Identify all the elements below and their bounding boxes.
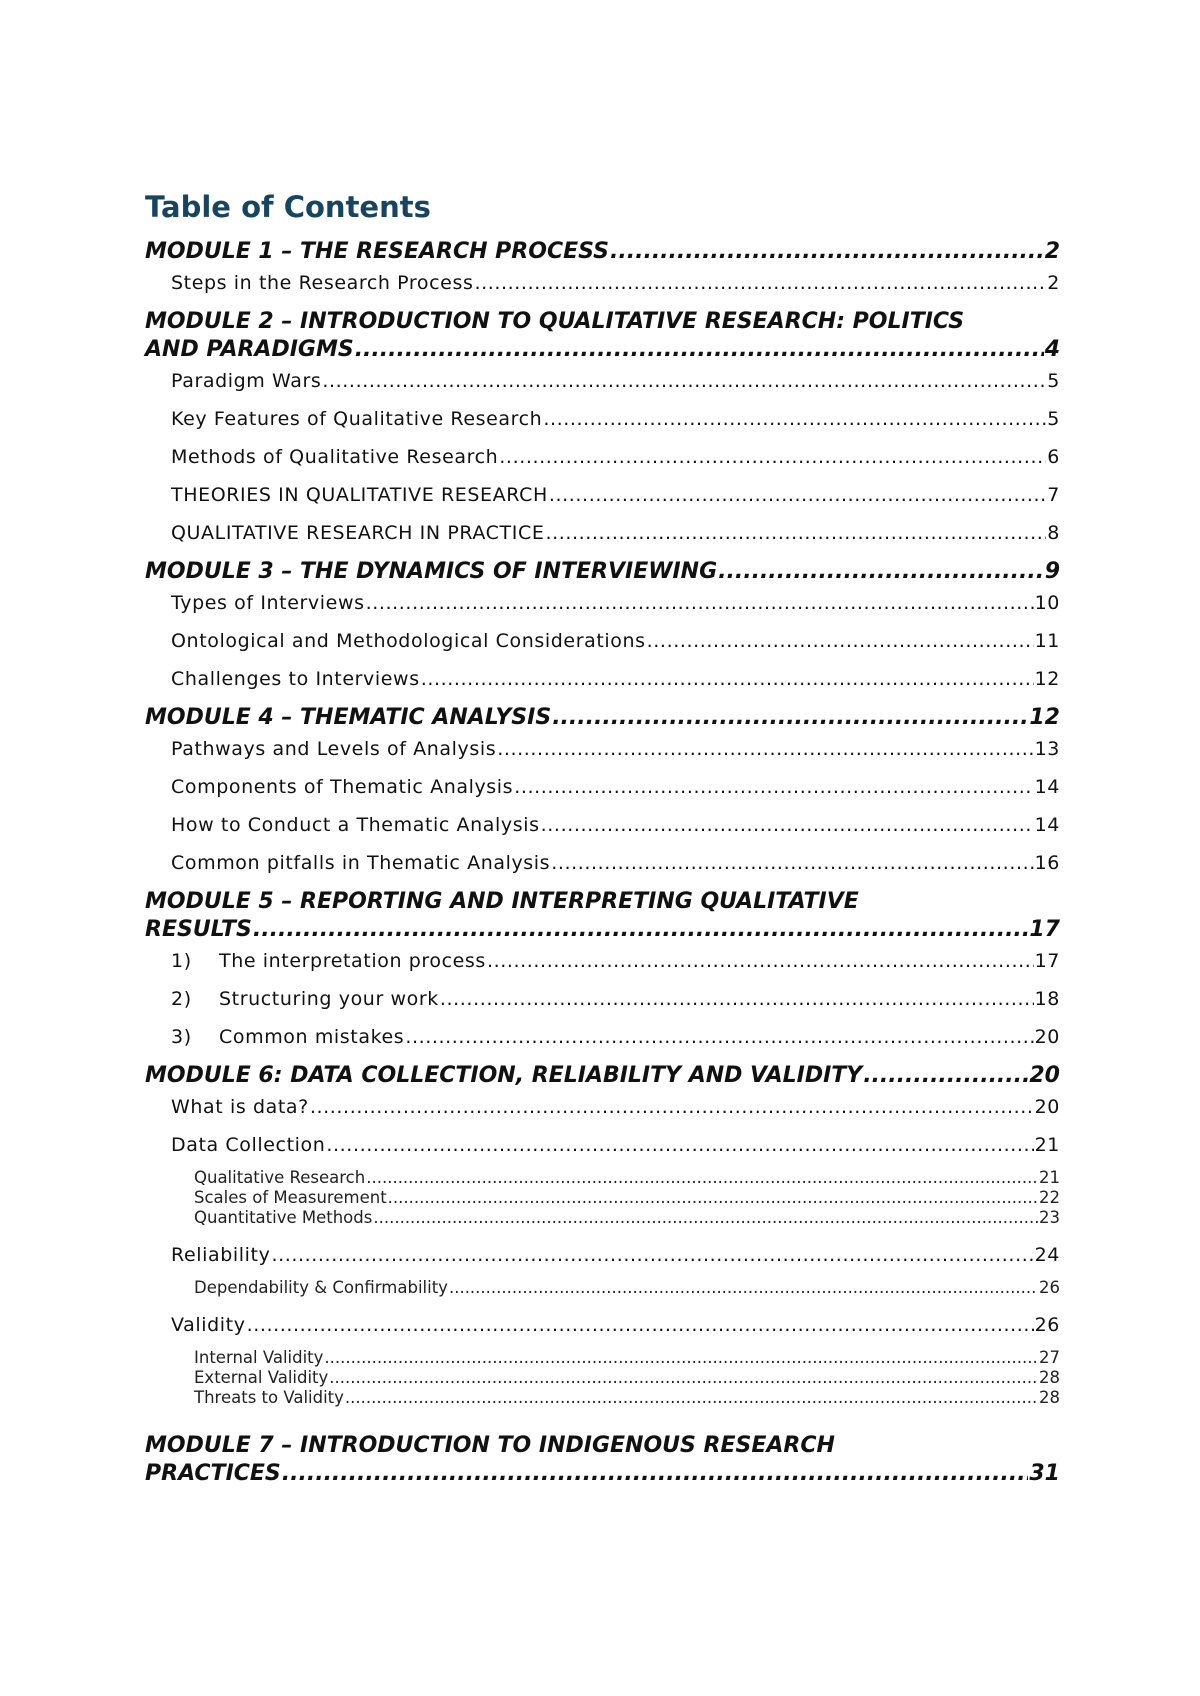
toc-page-number: 20	[1034, 1096, 1060, 1118]
toc-page-number: 12	[1034, 668, 1060, 690]
spacer	[145, 1230, 1060, 1242]
toc-entry-subsection[interactable]	[194, 1386, 1060, 1410]
toc-entry-module[interactable]	[145, 704, 1060, 732]
toc-entry-index: 2)	[171, 988, 192, 1010]
toc-entry-text: Components of Thematic Analysis	[171, 776, 514, 798]
toc-entry-text: MODULE 3 – THE DYNAMICS OF INTERVIEWING	[145, 559, 718, 584]
toc-entry-text: Internal Validity	[194, 1348, 324, 1367]
toc-entry-section[interactable]	[171, 368, 1060, 394]
toc-entry-text: QUALITATIVE RESEARCH IN PRACTICE	[171, 522, 545, 544]
toc-page-number: 24	[1034, 1244, 1060, 1266]
toc-page-number: 17	[1034, 950, 1060, 972]
dot-leader	[551, 850, 1033, 876]
toc-entry-module[interactable]	[145, 308, 1060, 364]
toc-page-number: 16	[1034, 852, 1060, 874]
toc-entry-text: Threats to Validity	[194, 1388, 344, 1407]
toc-entry-module[interactable]	[145, 1062, 1060, 1090]
toc-entry-text: Pathways and Levels of Analysis	[171, 738, 497, 760]
toc-entry-section[interactable]	[171, 270, 1060, 296]
toc-page-number: 27	[1039, 1348, 1060, 1367]
dot-leader	[543, 406, 1046, 432]
toc-entry-section[interactable]	[171, 590, 1060, 616]
toc-entry-section[interactable]	[171, 948, 1060, 974]
toc-page-number: 12	[1029, 705, 1060, 730]
toc-entry-text: What is data?	[171, 1096, 309, 1118]
dot-leader	[322, 368, 1046, 394]
toc-page-number: 14	[1034, 814, 1060, 836]
toc-page-number: 2	[1044, 239, 1060, 264]
dot-leader	[345, 1386, 1038, 1410]
toc-entry-section[interactable]	[171, 444, 1060, 470]
toc-entry-section[interactable]	[171, 666, 1060, 692]
toc-entry-subsection[interactable]	[194, 1206, 1060, 1230]
toc-entry-module[interactable]	[145, 238, 1060, 266]
dot-leader	[253, 916, 1028, 944]
toc-entry-section[interactable]	[171, 1242, 1060, 1268]
toc-entry-text: Qualitative Research	[194, 1168, 366, 1187]
toc-title: Table of Contents	[145, 190, 431, 224]
toc-entry-text: MODULE 1 – THE RESEARCH PROCESS	[145, 239, 610, 264]
toc-entry-subsection[interactable]	[194, 1276, 1060, 1300]
toc-entry-text: Key Features of Qualitative Research	[171, 408, 543, 430]
toc-entry-text	[171, 948, 486, 974]
toc-entry-last-line	[145, 916, 1060, 944]
toc-page-number: 21	[1034, 1134, 1060, 1156]
toc-page-number: 10	[1034, 592, 1060, 614]
toc-page-number: 8	[1047, 522, 1060, 544]
toc-entry-text: Challenges to Interviews	[171, 668, 420, 690]
toc-entry-text: MODULE 4 – THEMATIC ANALYSIS	[145, 705, 552, 730]
toc-entry-text: MODULE 7 – INTRODUCTION TO INDIGENOUS RESEARCH	[145, 1433, 835, 1458]
toc-entry-text: Types of Interviews	[171, 592, 365, 614]
toc-entry-text: MODULE 5 – REPORTING AND INTERPRETING QUALITATIVE	[145, 889, 859, 914]
toc-entry-label: Structuring your work	[219, 988, 439, 1010]
dot-leader	[449, 1276, 1038, 1300]
dot-leader	[421, 666, 1034, 692]
toc-entry-text: Common pitfalls in Thematic Analysis	[171, 852, 551, 874]
dot-leader	[549, 482, 1046, 508]
toc-entry-text	[171, 1024, 404, 1050]
toc-entry-last-line	[145, 336, 1060, 364]
dot-leader	[499, 444, 1046, 470]
toc-page-number: 31	[1029, 1461, 1060, 1486]
toc-entry-section[interactable]	[171, 1312, 1060, 1338]
toc-page-number: 23	[1039, 1208, 1060, 1227]
toc-entry-section[interactable]	[171, 812, 1060, 838]
toc-entry-section[interactable]	[171, 1094, 1060, 1120]
dot-leader	[863, 1062, 1028, 1090]
toc-entry-section[interactable]	[171, 628, 1060, 654]
toc-entry-section[interactable]	[171, 736, 1060, 762]
toc-page-number: 26	[1034, 1314, 1060, 1336]
toc-entry-text-continued: RESULTS	[145, 917, 252, 942]
toc-entry-text: THEORIES IN QUALITATIVE RESEARCH	[171, 484, 548, 506]
toc-page-number: 14	[1034, 776, 1060, 798]
toc-entry-index: 1)	[171, 950, 192, 972]
dot-leader	[541, 812, 1034, 838]
toc-page-number: 28	[1039, 1368, 1060, 1387]
dot-leader	[271, 1242, 1033, 1268]
toc-entry-text: Dependability & Confirmability	[194, 1278, 448, 1297]
toc-entry-text: External Validity	[194, 1368, 329, 1387]
toc-entry-section[interactable]	[171, 482, 1060, 508]
toc-page-number: 9	[1044, 559, 1060, 584]
dot-leader	[373, 1206, 1038, 1230]
dot-leader	[545, 520, 1046, 546]
dot-leader	[487, 948, 1034, 974]
toc-page-number: 17	[1029, 917, 1060, 942]
toc-entry-section[interactable]	[171, 406, 1060, 432]
toc-page-number: 20	[1034, 1026, 1060, 1048]
dot-leader	[310, 1094, 1034, 1120]
toc-entry-text: Ontological and Methodological Considerations	[171, 630, 646, 652]
toc-entry-section[interactable]	[171, 986, 1060, 1012]
toc-entry-last-line	[145, 1460, 1060, 1488]
dot-leader	[282, 1460, 1029, 1488]
toc-page-number: 6	[1047, 446, 1060, 468]
dot-leader	[647, 628, 1034, 654]
toc-entry-text	[171, 986, 439, 1012]
spacer	[145, 1410, 1060, 1422]
document-page	[145, 190, 1060, 1492]
toc-entry-index: 3)	[171, 1026, 192, 1048]
toc-entry-section[interactable]	[171, 774, 1060, 800]
toc-page-number: 7	[1047, 484, 1060, 506]
toc-page-number: 11	[1034, 630, 1060, 652]
toc-entry-label: Common mistakes	[219, 1026, 405, 1048]
toc-page-number: 22	[1039, 1188, 1060, 1207]
dot-leader	[497, 736, 1033, 762]
toc-page-number: 5	[1047, 408, 1060, 430]
dot-leader	[552, 704, 1028, 732]
dot-leader	[247, 1312, 1034, 1338]
toc-entry-text: Validity	[171, 1314, 246, 1336]
dot-leader	[405, 1024, 1033, 1050]
toc-entry-module[interactable]	[145, 888, 1060, 944]
toc-entry-text-continued: PRACTICES	[145, 1461, 281, 1486]
toc-page-number: 13	[1034, 738, 1060, 760]
toc-entry-text: Reliability	[171, 1244, 271, 1266]
dot-leader	[610, 238, 1044, 266]
toc-entry-text: MODULE 2 – INTRODUCTION TO QUALITATIVE RESEARCH: POLITICS	[145, 309, 965, 334]
toc-entry-module[interactable]	[145, 1432, 1060, 1488]
dot-leader	[718, 558, 1044, 586]
dot-leader	[474, 270, 1046, 296]
toc-page-number: 20	[1029, 1063, 1060, 1088]
toc-entry-text: Paradigm Wars	[171, 370, 322, 392]
toc-entry-module[interactable]	[145, 558, 1060, 586]
toc-entry-section[interactable]	[171, 850, 1060, 876]
toc-page-number: 18	[1034, 988, 1060, 1010]
toc-entry-text: Data Collection	[171, 1134, 326, 1156]
dot-leader	[514, 774, 1033, 800]
toc-entry-text: MODULE 6: DATA COLLECTION, RELIABILITY AND VALIDITY	[145, 1063, 863, 1088]
toc-page-number: 21	[1039, 1168, 1060, 1187]
toc-entry-text: Methods of Qualitative Research	[171, 446, 499, 468]
toc-entry-text-continued: AND PARADIGMS	[145, 337, 354, 362]
toc-page-number: 4	[1044, 337, 1060, 362]
toc-entry-text: Quantitative Methods	[194, 1208, 373, 1227]
toc-list	[145, 238, 1060, 1488]
toc-entry-text: How to Conduct a Thematic Analysis	[171, 814, 540, 836]
toc-entry-text: Scales of Measurement	[194, 1188, 387, 1207]
toc-entry-section[interactable]	[171, 1132, 1060, 1158]
dot-leader	[326, 1132, 1033, 1158]
toc-entry-section[interactable]	[171, 1024, 1060, 1050]
dot-leader	[366, 590, 1034, 616]
toc-entry-section[interactable]	[171, 520, 1060, 546]
toc-entry-text: Steps in the Research Process	[171, 272, 474, 294]
spacer	[145, 1300, 1060, 1312]
toc-page-number: 26	[1039, 1278, 1060, 1297]
dot-leader	[440, 986, 1034, 1012]
toc-entry-label: The interpretation process	[219, 950, 486, 972]
dot-leader	[355, 336, 1044, 364]
toc-page-number: 2	[1047, 272, 1060, 294]
toc-page-number: 5	[1047, 370, 1060, 392]
toc-page-number: 28	[1039, 1388, 1060, 1407]
